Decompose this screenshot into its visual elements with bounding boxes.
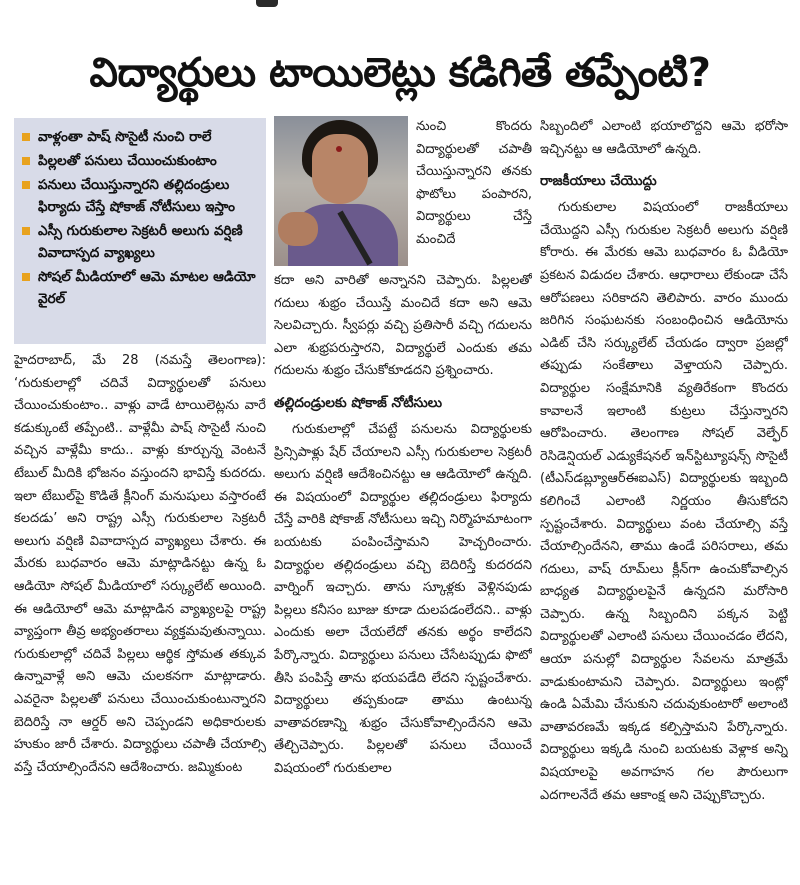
bullet-icon [22, 227, 30, 235]
secretary-photo [274, 116, 408, 266]
bullet-icon [22, 133, 30, 141]
highlight-text: వాళ్లంతా పాష్ సొసైటీ నుంచి రాలే [38, 129, 212, 145]
article-text: గురుకులాల విషయంలో రాజకీయాలు చేయొద్దని ఎస్సీ గురుకుల సెక్రటరీ అలుగు వర్షిణి కోరారు. ఈ మేరకు ఆమె బుధవారం ఓ వీడియో ప్రకటన విడుదల చేశారు. ఆధారాలు లేకుండా చేసే ఆరోపణలు సరికాదని తెలిపారు. వారం ముందు జరిగిన సంఘటనకు సంబంధించిన ఆడియోను ఎడిట్ చేసి సర్క్యులేట్ చేయడం ద్వారా ప్రజల్లో తప్పుడు సంకేతాలు వెళ్తాయని చెప్పారు. విద్యార్థుల సంక్షేమానికి వ్యతిరేకంగా కొందరు కావాలనే ఇలాంటి కుట్రలు చేస్తున్నారని ఆరోపించారు. తెలంగాణ సోషల్ వెల్ఫేర్ రెసిడెన్షియల్ ఎడ్యుకేషనల్ ఇన్‌స్టిట్యూషన్స్ సొసైటీ (టీఎస్‌డబ్ల్యూఆర్ఈఐఎస్) విద్యార్థులకు ఇబ్బంది కలిగించే ఎలాంటి నిర్ణయం తీసుకోదని స్పష్టంచేశారు. విద్యార్థులు వంట చేయాల్సి వస్తే చేయాల్సిందేనని, తాము ఉండే పరిసరాలు, తమ గదులు, వాష్ రూమ్‌లు క్లీన్‌గా ఉంచుకోవాల్సిన బాధ్యత విద్యార్థులపైనే ఉన్నదని మరోసారి చెప్పారు. ఉన్న సిబ్బందిని పక్కన పెట్టి విద్యార్థులతో ఎలాంటి పనులు చేయించడం లేదని, ఆయా పనుల్లో విద్యార్థుల సేవలను మాత్రమే వాడుకుంటామని చెప్పారు. విద్యార్థులు ఇంట్లో ఉండి ఏమేమి చేసుకుని చదువుకుంటారో అలాంటి వాతావరణమే ఇక్కడ కల్పిస్తామని పేర్కొన్నారు. విద్యార్థులు ఇక్కడి నుంచి బయటకు వెళ్లాక అన్ని విషయాలపై అవగాహన గల పౌరులుగా ఎదగాలనేదే తమ ఆకాంక్ష అని చెప్పుకొచ్చారు. [540, 200, 788, 803]
bullet-icon [22, 181, 30, 189]
highlight-text: సోషల్ మీడియాలో ఆమె మాటల ఆడియో వైరల్ [38, 269, 256, 307]
highlight-item [22, 150, 260, 172]
highlights-box [14, 118, 266, 344]
article-column-2 [274, 270, 532, 870]
article-column-3 [540, 116, 788, 870]
highlight-item [22, 220, 260, 264]
previous-headline-fragment [256, 0, 278, 7]
article-text: గురుకులాల్లో చేపట్టే పనులను విద్యార్థులకు ప్రిన్సిపాళ్లు షేర్ చేయాలని ఎస్సీ గురుకులాల సెక్రటరీ అలుగు వర్షిణి ఆదేశించినట్టు ఆ ఆడియోలో ఉన్నది. ఈ విషయంలో విద్యార్థుల తల్లిదండ్రులు ఫిర్యాదు చేస్తే వారికి షోకాజ్ నోటీసులు ఇచ్చి నిర్మొహమాటంగా బయటకు పంపించేస్తామని హెచ్చరించారు. విద్యార్థుల తల్లిదండ్రులు వచ్చి బెదిరిస్తే కుదరదని వార్నింగ్ ఇచ్చారు. తాను స్కూళ్లకు వెళ్లినపుడు పిల్లలు కనీసం బూజు కూడా దులపడంలేదని.. వాళ్లు ఎందుకు అలా చేయలేదో తనకు అర్థం కాలేదని పేర్కొన్నారు. విద్యార్థులు పనులు చేసేటప్పుడు ఫొటో తీసి పంపిస్తే తాను భయపడేది లేదని స్పష్టంచేశారు. విద్యార్థులు తప్పకుండా తాము ఉంటున్న వాతావరణాన్ని శుభ్రం చేసుకోవాల్సిందేనని ఆమె తేల్చిచెప్పారు. పిల్లలతో పనులు చేయించే విషయంలో గురుకులాల [274, 421, 532, 776]
bullet-icon [22, 157, 30, 165]
bullet-icon [22, 273, 30, 281]
highlight-text: ఎస్సీ గురుకులాల సెక్రటరీ అలుగు వర్షిణి వివాదాస్పద వ్యాఖ్యలు [38, 223, 243, 261]
article-text: కదా అని వారితో అన్నానని చెప్పారు. పిల్లలతో గదులు శుభ్రం చేయిస్తే మంచిదే కదా అని ఆమె సెలవిచ్చారు. స్వీపర్లు వచ్చి ప్రతిసారీ వచ్చి గదులను ఎలా శుభ్రపరుస్తారని, విద్యార్థులే ఎందుకు తమ గదులను శుభ్రం చేసుకోకూడదని ప్రశ్నించారు. [274, 273, 532, 379]
top-strip [0, 0, 800, 8]
highlight-item [22, 266, 260, 310]
article-text: నుంచి కొందరు విద్యార్థులతో చపాతీ చేయిస్తున్నారని తనకు ఫొటోలు పంపారని, విద్యార్థులు చేస్తే మంచిదే [416, 119, 532, 247]
subheading: రాజకీయాలు చేయొద్దు [540, 173, 657, 190]
highlight-text: పనులు చేయిస్తున్నారని తల్లిదండ్రులు ఫిర్యాదు చేస్తే షోకాజ్ నోటీసులు ఇస్తాం [38, 177, 236, 215]
headline: విద్యార్థులు టాయిలెట్లు కడిగితే తప్పేంటి? [89, 50, 711, 96]
article-lead: హైదరాబాద్, మే 28 (నమస్తే తెలంగాణ): ‘గురుకులాల్లో చదివే విద్యార్థులతో పనులు చేయించుకుంటాం.. వాళ్లు వాడే టాయిలెట్లను వారే కడుక్కుంటే తప్పేంటి.. వాళ్లేమీ పాష్ సొసైటీ నుంచి వచ్చిన వాళ్లేమీ కాదు.. వాళ్లు కూర్చున్న వెంటనే టేబుల్ మీదికి భోజనం వస్తుందని భావిస్తే కుదరదు. ఇలా టేబుల్‌పై కొడితే క్లీనింగ్ మనుషులు వస్తారంటే కలదడు’ అని రాష్ట్ర ఎస్సీ గురుకులాల సెక్రటరీ అలుగు వర్షిణి వివాదాస్పద వ్యాఖ్యలు చేశారు. ఈ మేరకు బుధవారం ఆమె మాట్లాడినట్టు ఉన్న ఓ ఆడియో సోషల్ మీడియాలో సర్క్యులేట్ అయింది. ఈ ఆడియోలో ఆమె మాట్లాడిన వ్యాఖ్యలపై రాష్ట్ర వ్యాప్తంగా తీవ్ర అభ్యంతరాలు వ్యక్తమవుతున్నాయి. గురుకులాల్లో చదివే పిల్లలు ఆర్థిక స్తోమత తక్కువ ఉన్నావాళ్లే అని ఆమె చులకనగా మాట్లాడారు. ఎవరైనా పిల్లలతో పనులు చేయించుకుంటున్నారని బెదిరిస్తే నా ఆర్డర్ అని చెప్పండని అధికారులకు హుకుం జారీ చేశారు. విద్యార్థులు చపాతీ చేయాల్సి వస్తే చేయాల్సిందేనని ఆదేశించారు. జమ్మికుంట [14, 353, 266, 775]
highlight-text: పిల్లలతో పనులు చేయించుకుంటాం [38, 153, 217, 169]
highlight-item [22, 126, 260, 148]
article-text: సిబ్బందిలో ఎలాంటి భయాలొద్దని ఆమె భరోసా ఇచ్చినట్టు ఆ ఆడియోలో ఉన్నది. [540, 119, 788, 157]
subheading: తల్లిదండ్రులకు షోకాజ్ నోటీసులు [274, 394, 443, 411]
article-column-1 [14, 350, 266, 870]
article-column-2-top [416, 116, 532, 266]
highlight-item [22, 174, 260, 218]
